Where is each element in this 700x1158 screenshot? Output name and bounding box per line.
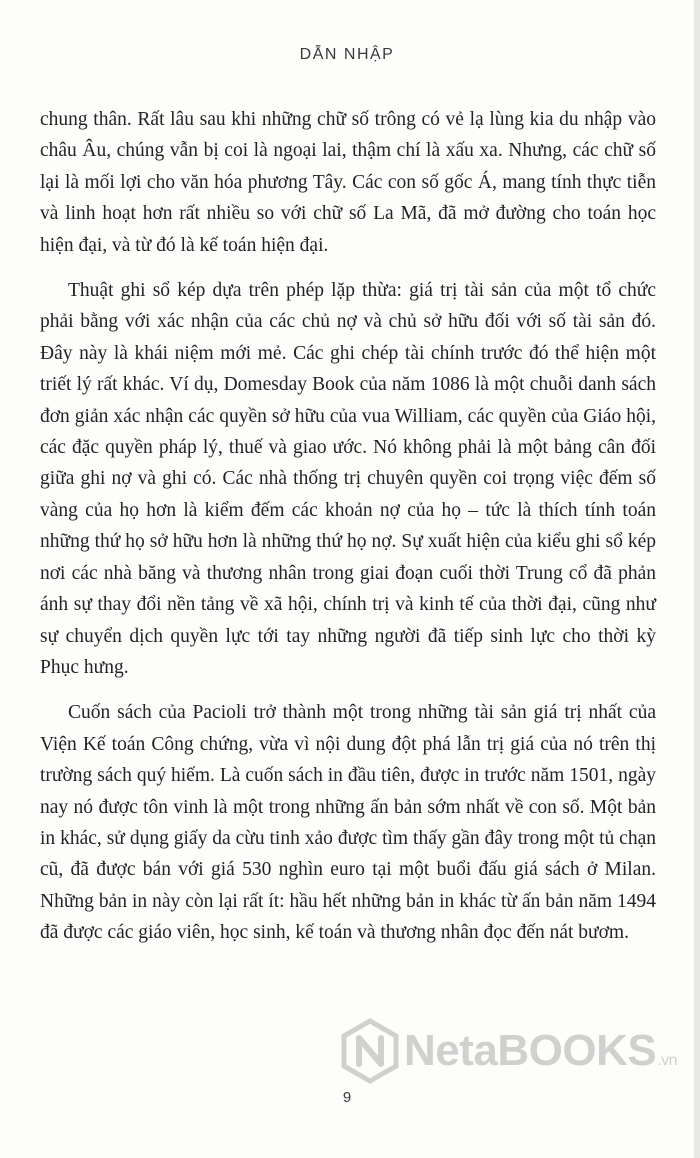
watermark-text <box>404 1026 677 1076</box>
watermark <box>340 1018 685 1084</box>
paragraph-2: Thuật ghi sổ kép dựa trên phép lặp thừa: giá trị tài sản của một tổ chức phải bằng với xác nhận của các chủ nợ và chủ sở hữu đối với số tài sản đó. Đây này là khái niệm mới mẻ. Các ghi chép tài chính trước đó thể hiện một triết lý rất khác. Ví dụ, Domesday Book của năm 1086 là một chuỗi danh sách đơn giản xác nhận các quyền sở hữu của vua William, các quyền của Giáo hội, các đặc quyền pháp lý, thuế và giao ước. Nó không phải là một bảng cân đối giữa ghi nợ và ghi có. Các nhà thống trị chuyên quyền coi trọng việc đếm số vàng của họ hơn là kiểm đếm các khoản nợ của họ – tức là thích tính toán những thứ họ sở hữu hơn là những thứ họ nợ. Sự xuất hiện của kiểu ghi sổ kép nơi các nhà băng và thương nhân trong giai đoạn cuối thời Trung cổ đã phản ánh sự thay đổi nền tảng về xã hội, chính trị và kinh tế của thời đại, cũng như sự chuyển dịch quyền lực tới tay những người đã tiếp sinh lực cho thời kỳ Phục hưng. <box>40 280 656 678</box>
watermark-suffix: .vn <box>657 1052 678 1069</box>
paragraph-3: Cuốn sách của Pacioli trở thành một trong những tài sản giá trị nhất của Viện Kế toán Công chứng, vừa vì nội dung đột phá lẫn trị giá của nó trên thị trường sách quý hiếm. Là cuốn sách in đầu tiên, được in trước năm 1501, ngày nay nó được tôn vinh là một trong những ấn bản sớm nhất về con số. Một bản in khác, sử dụng giấy da cừu tinh xảo được tìm thấy gần đây trong một tủ chạn cũ, đã được bán với giá 530 nghìn euro tại một buổi đấu giá sách ở Milan. Những bản in này còn lại rất ít: hầu hết những bản in khác từ ấn bản năm 1494 đã được các giáo viên, học sinh, kế toán và thương nhân đọc đến nát bươm. <box>40 702 656 944</box>
page-number: 9 <box>342 1089 352 1106</box>
running-head: DẪN NHẬP <box>299 46 395 63</box>
body-text <box>40 104 656 963</box>
paragraph-1: chung thân. Rất lâu sau khi những chữ số trông có vẻ lạ lùng kia du nhập vào châu Âu, chúng vẫn bị coi là ngoại lai, thậm chí là xấu xa. Nhưng, các chữ số lại là mối lợi cho văn hóa phương Tây. Các con số gốc Á, mang tính thực tiễn và linh hoạt hơn rất nhiều so với chữ số La Mã, đã mở đường cho toán học hiện đại, và từ đó là kế toán hiện đại. <box>40 109 656 256</box>
netabooks-logo-icon <box>340 1018 400 1084</box>
watermark-brand: NetaBOOKS <box>404 1026 657 1075</box>
